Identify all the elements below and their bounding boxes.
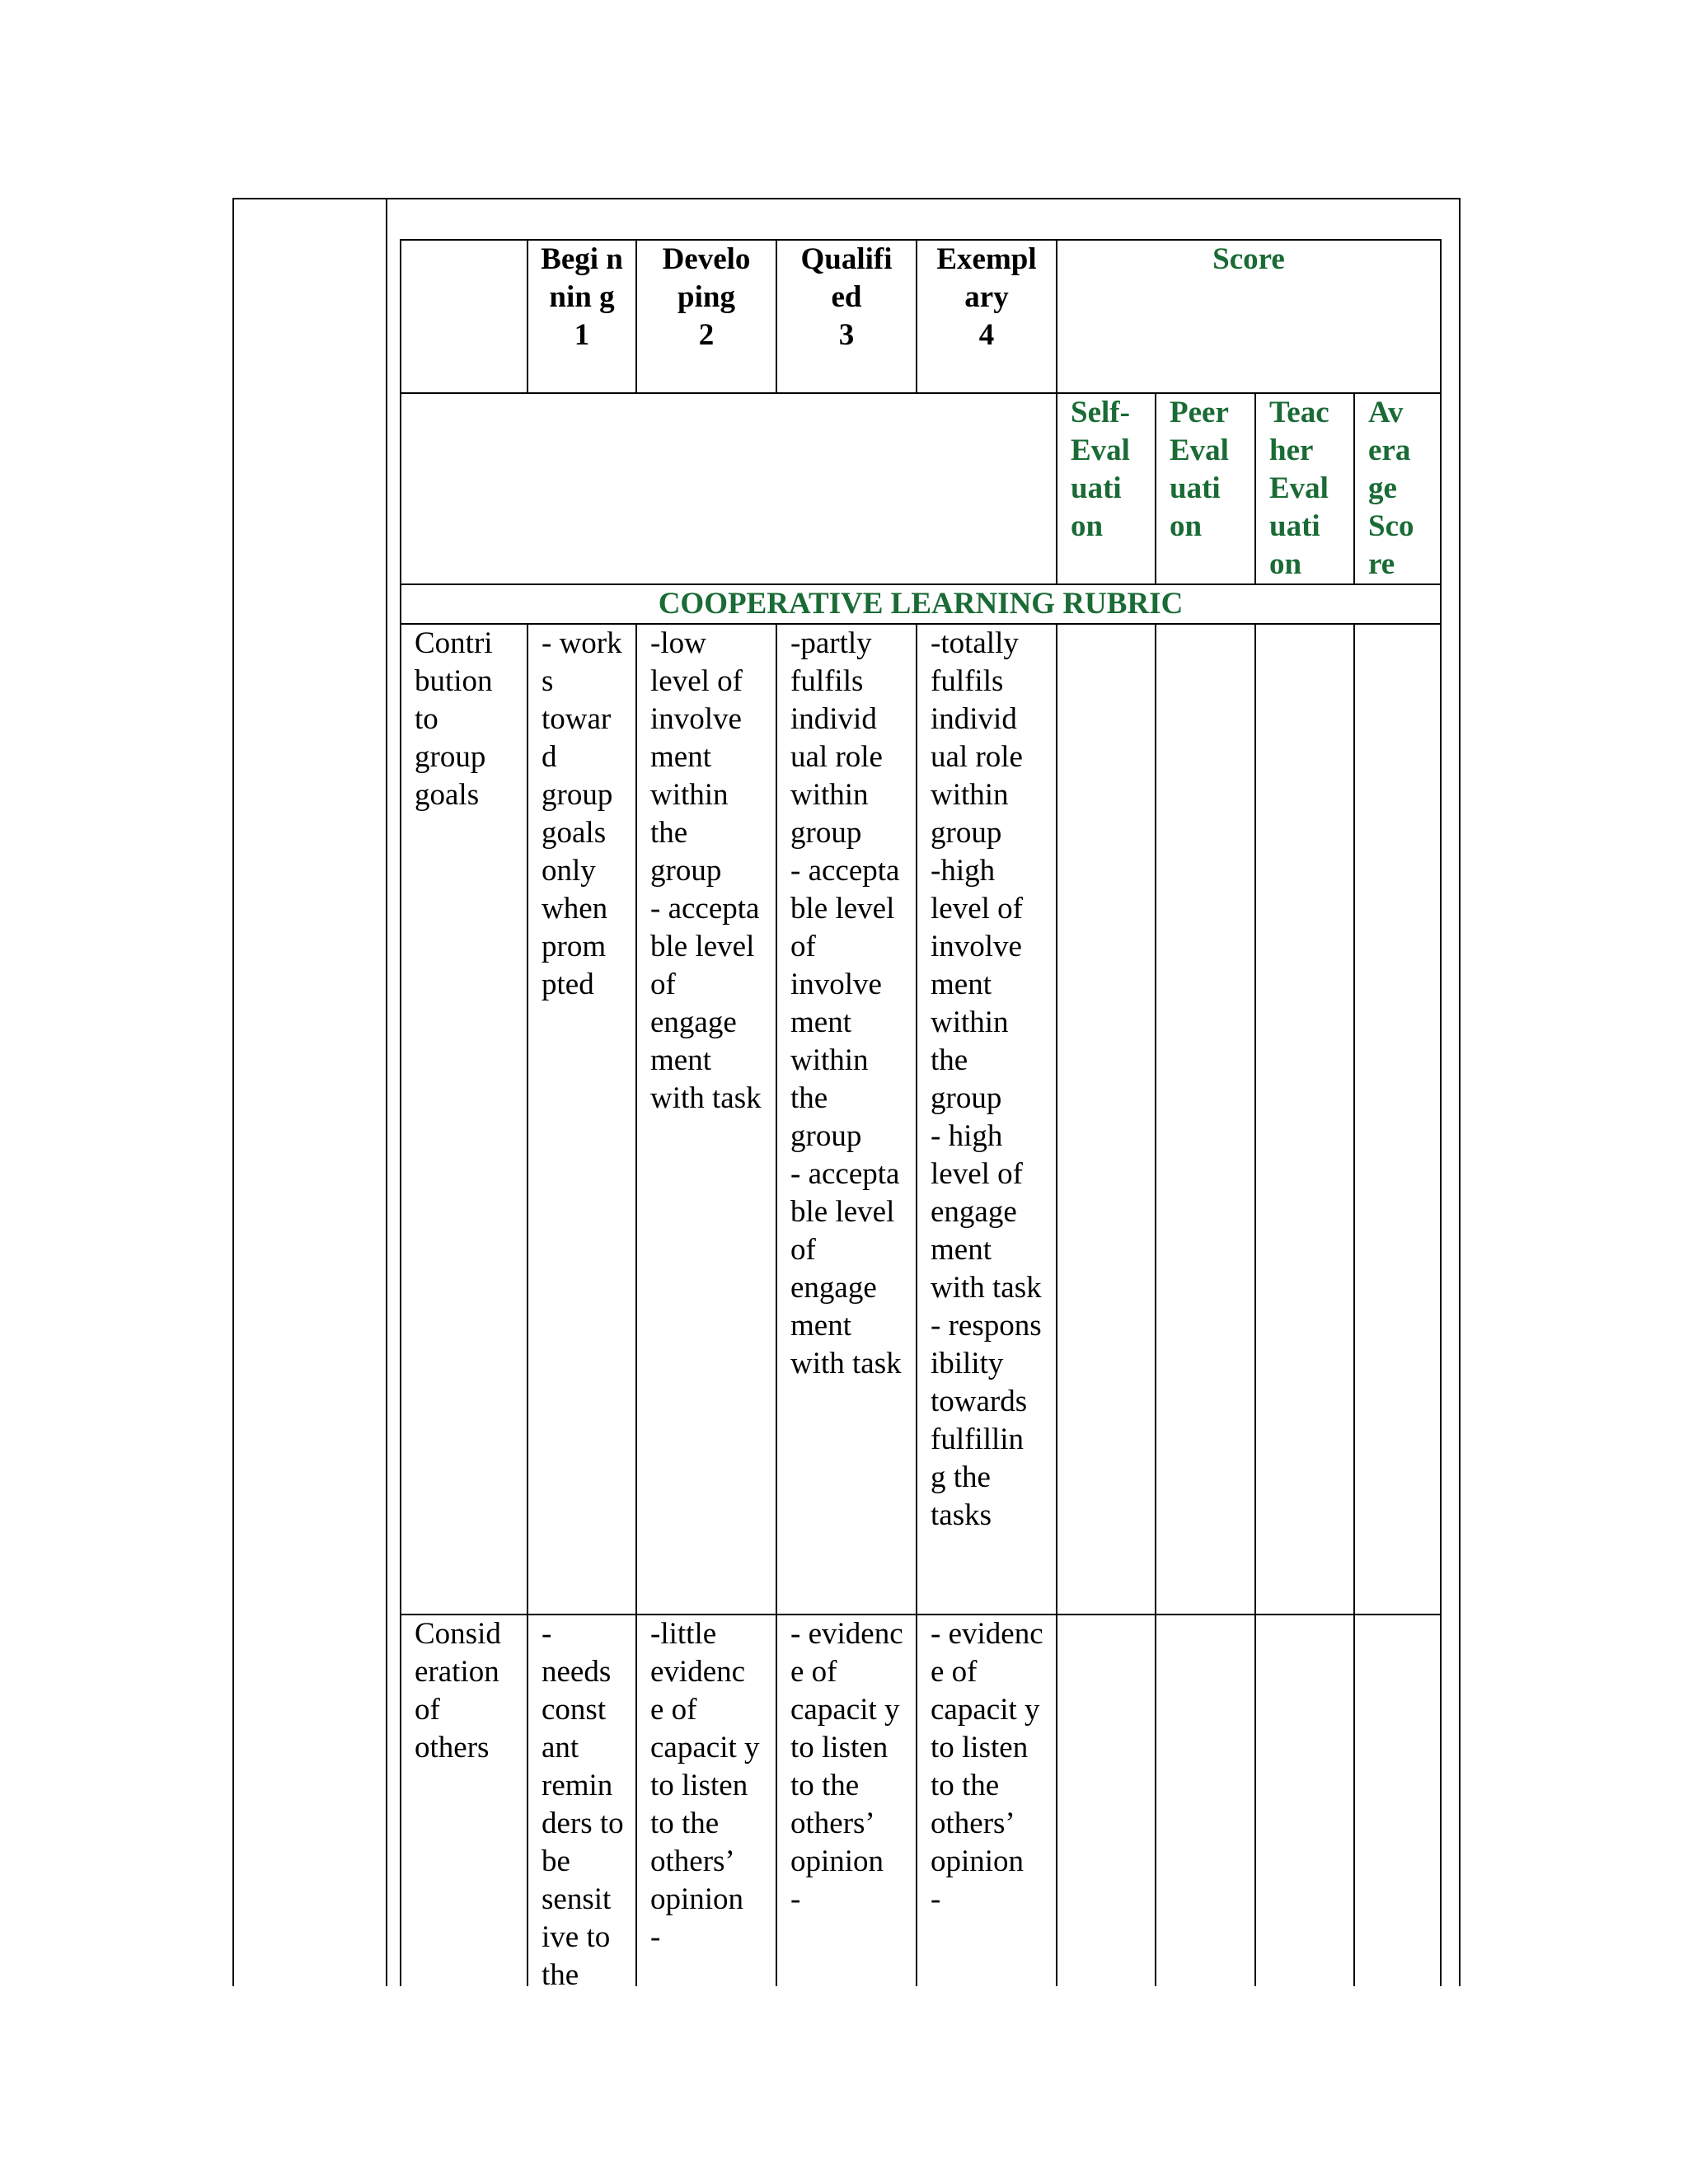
descriptor-beginning: - needs const ant remin ders to be sensit ive to the — [528, 1615, 636, 1986]
score-cell-teacher — [1255, 1615, 1354, 1986]
level-header-row — [401, 240, 1441, 393]
empty-subheader-cell — [401, 393, 1057, 584]
criterion-row — [401, 1615, 1441, 1986]
rubric-title-row — [401, 584, 1441, 624]
rubric-title: COOPERATIVE LEARNING RUBRIC — [401, 584, 1441, 624]
score-cell-peer — [1156, 1615, 1255, 1986]
criterion-name: Consid eration of others — [401, 1615, 528, 1986]
descriptor-qualified: - evidenc e of capacit y to listen to the others’ opinion - — [776, 1615, 917, 1986]
score-cell-peer — [1156, 624, 1255, 1615]
empty-corner-cell — [401, 240, 528, 393]
level-score: 2 — [698, 318, 715, 352]
descriptor-exemplary: -totally fulfils individ ual role within group -high level of involve ment within the group - high level of engage ment with task - respons ibility towards fulfillin g the tasks — [917, 624, 1057, 1615]
criterion-name: Contri bution to group goals — [401, 624, 528, 1615]
level-name: Qualifi ed — [800, 242, 893, 314]
descriptor-qualified: -partly fulfils individ ual role within group - accepta ble level of involve ment within the group - accepta ble level of engage ment with task — [776, 624, 917, 1615]
level-name: Begi nnin g — [541, 242, 623, 314]
outer-column-divider — [386, 199, 387, 1986]
criterion-row — [401, 624, 1441, 1615]
descriptor-exemplary: - evidenc e of capacit y to listen to the others’ opinion - — [917, 1615, 1057, 1986]
level-score: 1 — [574, 318, 590, 352]
level-score: 3 — [838, 318, 855, 352]
score-col-peer-evaluation: Peer Eval uati on — [1156, 393, 1255, 584]
score-cell-self — [1057, 624, 1156, 1615]
score-subheader-row — [401, 393, 1441, 584]
score-header: Score — [1057, 240, 1441, 393]
rubric-table — [400, 239, 1442, 1986]
score-cell-teacher — [1255, 624, 1354, 1615]
level-score: 4 — [978, 318, 995, 352]
score-col-average-score: Av era ge Sco re — [1354, 393, 1441, 584]
level-header-qualified — [776, 240, 917, 393]
level-header-beginning — [528, 240, 636, 393]
level-header-exemplary — [917, 240, 1057, 393]
descriptor-developing: -low level of involve ment within the group - accepta ble level of engage ment with task — [636, 624, 776, 1615]
descriptor-developing: -little evidenc e of capacit y to listen to the others’ opinion - — [636, 1615, 776, 1986]
score-cell-average — [1354, 624, 1441, 1615]
score-cell-self — [1057, 1615, 1156, 1986]
score-col-teacher-evaluation: Teac her Eval uati on — [1255, 393, 1354, 584]
level-name: Develo ping — [662, 242, 751, 314]
score-col-self-evaluation: Self-Eval uati on — [1057, 393, 1156, 584]
level-header-developing — [636, 240, 776, 393]
descriptor-beginning: - work s towar d group goals only when prom pted — [528, 624, 636, 1615]
level-name: Exempl ary — [936, 242, 1037, 314]
score-cell-average — [1354, 1615, 1441, 1986]
